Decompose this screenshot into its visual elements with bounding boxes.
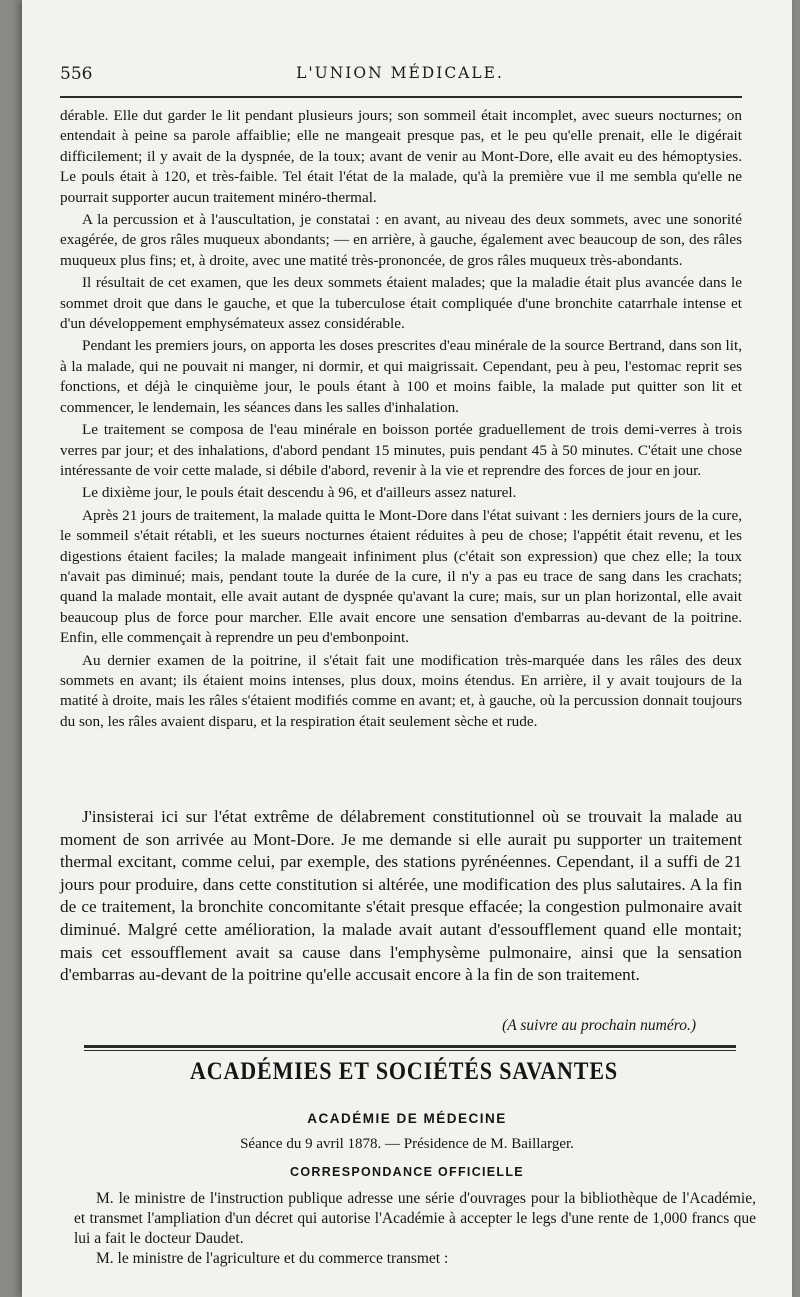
paragraph: Le traitement se composa de l'eau minérale en boisson portée graduellement de trois demi-verres à trois verres par jour; et des inhalations, d'abord pendant 15 minutes, puis pendant 45 à 50 minutes. C'était une chose intéressante de voir cette malade, si débile d'abord, revenir à la vie et reprendre des forces de jour en jour. xyxy=(60,421,742,479)
header-rule xyxy=(60,96,742,98)
article-body-large xyxy=(60,806,742,987)
newspaper-page xyxy=(22,0,792,1297)
paragraph: dérable. Elle dut garder le lit pendant plusieurs jours; son sommeil était incomplet, avec sueurs nocturnes; on entendait à peine sa parole affaiblie; elle ne mangeait presque pas, et le peu qu'elle prenait, elle le digérait difficilement; il y avait de la dyspnée, de la toux; avant de venir au Mont-Dore, elle avait eu des hémoptysies. Le pouls était à 120, et très-faible. Tel était l'état de la malade, qu'à la première vue il me sembla qu'elle ne pourrait supporter aucun traitement minéro-thermal. xyxy=(60,107,742,206)
section-rule-top xyxy=(84,1045,736,1048)
section-title: ACADÉMIES ET SOCIÉTÉS SAVANTES xyxy=(189,1058,619,1085)
correspondence-body xyxy=(74,1189,756,1269)
paragraph: Pendant les premiers jours, on apporta les doses prescrites d'eau minérale de la source Bertrand, dans son lit, à la malade, qui ne pouvait ni manger, ni dormir, et qui maigrissait. Cependant, peu à peu, l'estomac reprit ses fonctions, et déjà le cinquième jour, le pouls étant à 100 et moins faible, la malade put quitter son lit et commencer, le lendemain, les séances dans les salles d'inhalation. xyxy=(60,337,742,416)
running-title: L'UNION MÉDICALE. xyxy=(296,64,504,82)
seance-line: Séance du 9 avril 1878. — Présidence de M. Baillarger. xyxy=(240,1136,574,1152)
paragraph: Le dixième jour, le pouls était descendu à 96, et d'ailleurs assez naturel. xyxy=(82,484,517,502)
academy-title: ACADÉMIE DE MÉDECINE xyxy=(307,1111,507,1126)
paragraph: Il résultait de cet examen, que les deux sommets étaient malades; que la maladie était plus avancée dans le sommet droit que dans le gauche, et que la tuberculose était compliquée d'une bronchite catarrhale intense et d'un développement emphysémateux assez considérable. xyxy=(60,274,742,333)
article-body-small xyxy=(60,106,742,734)
page-number: 556 xyxy=(60,64,93,84)
paragraph: M. le ministre de l'agriculture et du commerce transmet : xyxy=(96,1250,449,1267)
continued-note: (A suivre au prochain numéro.) xyxy=(502,1017,696,1034)
paragraph: M. le ministre de l'instruction publique adresse une série d'ouvrages pour la bibliothèque de l'Académie, et transmet l'ampliation d'un décret qui autorise l'Académie à accepter le legs d'une rente de 1,000 francs que lui a fait le docteur Daudet. xyxy=(74,1190,756,1247)
paragraph: J'insisterai ici sur l'état extrême de délabrement constitutionnel où se trouvait la malade au moment de son arrivée au Mont-Dore. Je me demande si elle aurait pu supporter un traitement thermal excitant, comme celui, par exemple, des stations pyrénéennes. Cependant, il a suffi de 21 jours pour produire, dans cette constitution si altérée, une modification des plus salutaires. A la fin de ce traitement, la bronchite concomitante s'était presque effacée; la congestion pulmonaire avait diminué. Malgré cette amélioration, la malade avait autant d'essoufflement quand elle montait; mais cet essoufflement avait sa cause dans l'emphysème pulmonaire, ainsi que la sensation d'embarras au-devant de la poitrine qu'elle accusait encore à la fin de son traitement. xyxy=(60,807,742,985)
paragraph: Au dernier examen de la poitrine, il s'était fait une modification très-marquée dans les râles des deux sommets en avant; ils étaient moins intenses, plus doux, moins étendus. En arrière, il y avait toujours de la matité à droite, mais les râles s'étaient modifiés comme en avant; et, à gauche, où la percussion donnait toujours du son, les râles avaient disparu, et la respiration était seulement sèche et rude. xyxy=(60,651,742,730)
paragraph: A la percussion et à l'auscultation, je constatai : en avant, au niveau des deux sommets, avec une sonorité exagérée, de gros râles muqueux abondants; — en arrière, à gauche, également avec beaucoup de son, des râles muqueux plus fins; et, à droite, avec une matité très-prononcée, de gros râles muqueux très-abondants. xyxy=(60,211,742,269)
page-header xyxy=(60,64,740,92)
section-rule-bottom xyxy=(84,1050,736,1051)
paragraph: Après 21 jours de traitement, la malade quitta le Mont-Dore dans l'état suivant : les derniers jours de la cure, le sommeil s'était rétabli, et les sueurs nocturnes étaient réduites à peu de chose; l'appétit était revenu, et les digestions étaient faciles; la malade mangeait infiniment plus (c'était son expression) que chez elle; la toux n'avait pas diminué; mais, pendant toute la durée de la cure, il n'y a pas eu trace de sang dans les crachats; quand la malade montait, elle avait autant de dyspnée qu'avant la cure; mais, sur un plan horizontal, elle avait beaucoup plus de force pour marcher. Elle avait encore une sensation d'embarras au-devant de la poitrine. Enfin, elle commençait à reprendre un peu d'embonpoint. xyxy=(60,506,742,647)
correspondence-title: CORRESPONDANCE OFFICIELLE xyxy=(290,1165,524,1179)
